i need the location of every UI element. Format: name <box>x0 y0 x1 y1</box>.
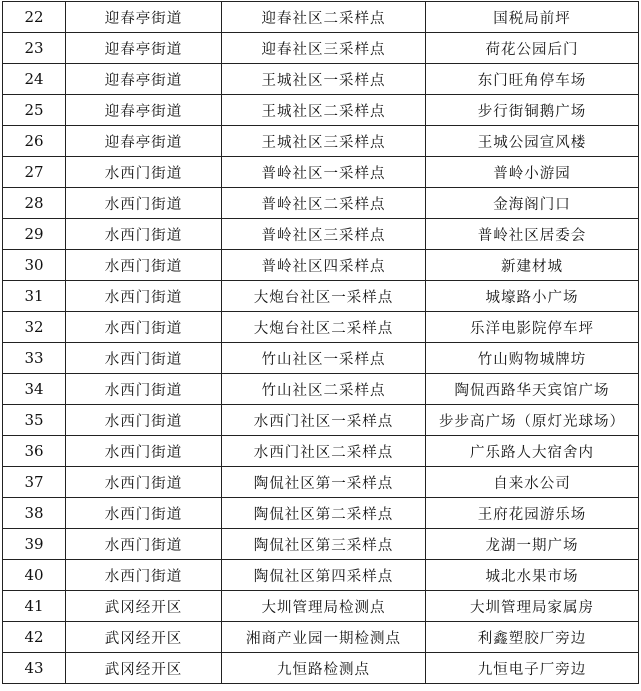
table-row <box>3 653 639 684</box>
sampling-point-cell: 水西门社区一采样点 <box>222 405 426 436</box>
location-cell: 普岭小游园 <box>426 157 639 188</box>
location-cell: 王城公园宣风楼 <box>426 126 639 157</box>
table-row <box>3 281 639 312</box>
row-number-cell: 28 <box>3 188 66 219</box>
row-number-cell: 23 <box>3 33 66 64</box>
row-number-cell: 34 <box>3 374 66 405</box>
location-cell: 金海阁门口 <box>426 188 639 219</box>
sampling-point-cell: 大炮台社区二采样点 <box>222 312 426 343</box>
location-cell: 竹山购物城牌坊 <box>426 343 639 374</box>
table-row <box>3 312 639 343</box>
table-row <box>3 126 639 157</box>
location-cell: 大圳管理局家属房 <box>426 591 639 622</box>
location-cell: 东门旺角停车场 <box>426 64 639 95</box>
location-cell: 荷花公园后门 <box>426 33 639 64</box>
sampling-point-cell: 王城社区三采样点 <box>222 126 426 157</box>
sampling-point-cell: 水西门社区二采样点 <box>222 436 426 467</box>
row-number-cell: 29 <box>3 219 66 250</box>
location-cell: 城壕路小广场 <box>426 281 639 312</box>
location-cell: 乐洋电影院停车坪 <box>426 312 639 343</box>
street-cell: 迎春亭街道 <box>66 64 222 95</box>
table-row <box>3 2 639 33</box>
street-cell: 水西门街道 <box>66 374 222 405</box>
location-cell: 步步高广场（原灯光球场） <box>426 405 639 436</box>
sampling-point-cell: 大圳管理局检测点 <box>222 591 426 622</box>
table-row <box>3 95 639 126</box>
table-row <box>3 591 639 622</box>
street-cell: 水西门街道 <box>66 405 222 436</box>
table-row <box>3 188 639 219</box>
street-cell: 水西门街道 <box>66 281 222 312</box>
street-cell: 水西门街道 <box>66 467 222 498</box>
table-row <box>3 33 639 64</box>
street-cell: 迎春亭街道 <box>66 95 222 126</box>
street-cell: 水西门街道 <box>66 436 222 467</box>
table-row <box>3 498 639 529</box>
row-number-cell: 27 <box>3 157 66 188</box>
row-number-cell: 35 <box>3 405 66 436</box>
row-number-cell: 24 <box>3 64 66 95</box>
row-number-cell: 32 <box>3 312 66 343</box>
street-cell: 水西门街道 <box>66 157 222 188</box>
row-number-cell: 26 <box>3 126 66 157</box>
street-cell: 水西门街道 <box>66 529 222 560</box>
location-cell: 自来水公司 <box>426 467 639 498</box>
location-cell: 陶侃西路华天宾馆广场 <box>426 374 639 405</box>
location-cell: 王府花园游乐场 <box>426 498 639 529</box>
sampling-point-cell: 普岭社区三采样点 <box>222 219 426 250</box>
sampling-point-cell: 湘商产业园一期检测点 <box>222 622 426 653</box>
table-row <box>3 467 639 498</box>
table-body <box>3 2 639 684</box>
street-cell: 迎春亭街道 <box>66 2 222 33</box>
location-cell: 九恒电子厂旁边 <box>426 653 639 684</box>
table-row <box>3 529 639 560</box>
street-cell: 武冈经开区 <box>66 622 222 653</box>
table-row <box>3 436 639 467</box>
row-number-cell: 38 <box>3 498 66 529</box>
sampling-point-cell: 大炮台社区一采样点 <box>222 281 426 312</box>
sampling-point-cell: 竹山社区一采样点 <box>222 343 426 374</box>
table-row <box>3 374 639 405</box>
row-number-cell: 41 <box>3 591 66 622</box>
sampling-point-cell: 王城社区一采样点 <box>222 64 426 95</box>
street-cell: 武冈经开区 <box>66 591 222 622</box>
row-number-cell: 40 <box>3 560 66 591</box>
row-number-cell: 31 <box>3 281 66 312</box>
table-row <box>3 64 639 95</box>
document-page <box>0 1 641 691</box>
sampling-point-cell: 陶侃社区第一采样点 <box>222 467 426 498</box>
location-cell: 普岭社区居委会 <box>426 219 639 250</box>
sampling-point-cell: 陶侃社区第二采样点 <box>222 498 426 529</box>
sampling-points-table <box>2 1 639 684</box>
table-row <box>3 405 639 436</box>
location-cell: 利鑫塑胶厂旁边 <box>426 622 639 653</box>
street-cell: 武冈经开区 <box>66 653 222 684</box>
row-number-cell: 39 <box>3 529 66 560</box>
location-cell: 广乐路人大宿舍内 <box>426 436 639 467</box>
row-number-cell: 22 <box>3 2 66 33</box>
sampling-point-cell: 九恒路检测点 <box>222 653 426 684</box>
sampling-point-cell: 普岭社区四采样点 <box>222 250 426 281</box>
sampling-point-cell: 陶侃社区第三采样点 <box>222 529 426 560</box>
sampling-point-cell: 迎春社区二采样点 <box>222 2 426 33</box>
row-number-cell: 36 <box>3 436 66 467</box>
sampling-point-cell: 竹山社区二采样点 <box>222 374 426 405</box>
location-cell: 国税局前坪 <box>426 2 639 33</box>
street-cell: 迎春亭街道 <box>66 126 222 157</box>
street-cell: 水西门街道 <box>66 219 222 250</box>
sampling-point-cell: 迎春社区三采样点 <box>222 33 426 64</box>
row-number-cell: 43 <box>3 653 66 684</box>
sampling-point-cell: 普岭社区一采样点 <box>222 157 426 188</box>
location-cell: 步行街铜鹅广场 <box>426 95 639 126</box>
sampling-point-cell: 普岭社区二采样点 <box>222 188 426 219</box>
table-row <box>3 157 639 188</box>
table-row <box>3 622 639 653</box>
street-cell: 水西门街道 <box>66 250 222 281</box>
table-row <box>3 250 639 281</box>
sampling-point-cell: 陶侃社区第四采样点 <box>222 560 426 591</box>
row-number-cell: 30 <box>3 250 66 281</box>
street-cell: 水西门街道 <box>66 343 222 374</box>
table-row <box>3 560 639 591</box>
row-number-cell: 37 <box>3 467 66 498</box>
row-number-cell: 33 <box>3 343 66 374</box>
row-number-cell: 42 <box>3 622 66 653</box>
street-cell: 水西门街道 <box>66 312 222 343</box>
location-cell: 城北水果市场 <box>426 560 639 591</box>
street-cell: 水西门街道 <box>66 188 222 219</box>
street-cell: 水西门街道 <box>66 560 222 591</box>
location-cell: 新建材城 <box>426 250 639 281</box>
row-number-cell: 25 <box>3 95 66 126</box>
sampling-point-cell: 王城社区二采样点 <box>222 95 426 126</box>
street-cell: 水西门街道 <box>66 498 222 529</box>
location-cell: 龙湖一期广场 <box>426 529 639 560</box>
street-cell: 迎春亭街道 <box>66 33 222 64</box>
table-row <box>3 219 639 250</box>
table-row <box>3 343 639 374</box>
